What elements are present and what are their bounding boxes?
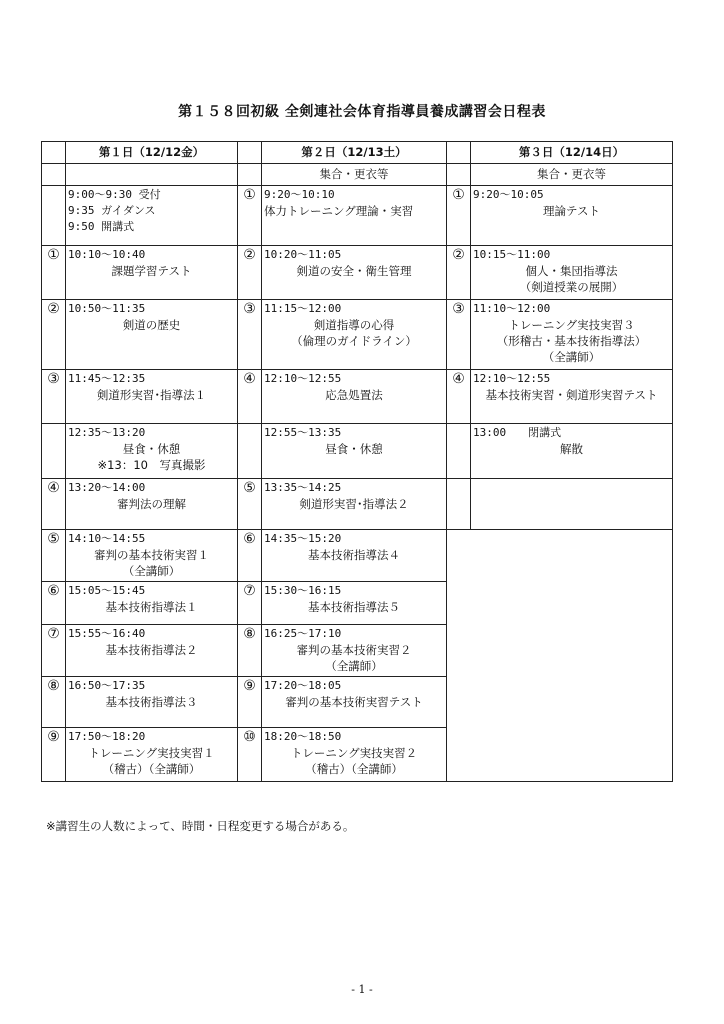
slot-title: 理論テスト — [542, 204, 601, 218]
slot-time: 15:30～16:15 — [264, 584, 342, 597]
table-row — [42, 424, 673, 479]
day2-slot-9 — [262, 677, 447, 728]
day2-slot-5 — [262, 479, 447, 530]
slot-subtitle: （全講師） — [325, 659, 383, 673]
slot-time: 10:50～11:35 — [68, 302, 146, 315]
slot-title: 昼食・休憩 — [325, 442, 383, 456]
slot-number: ⑤ — [42, 530, 66, 582]
day2-lunch — [262, 424, 447, 479]
blank-cell — [447, 424, 471, 479]
slot-number: ② — [447, 246, 471, 300]
slot-number: ② — [238, 246, 262, 300]
blank-cell — [447, 164, 471, 186]
slot-time: 12:10～12:55 — [473, 372, 551, 385]
table-row — [42, 479, 673, 530]
slot-number: ① — [447, 186, 471, 246]
slot-time: 16:25～17:10 — [264, 627, 342, 640]
slot-subtitle: ※13：10 写真撮影 — [97, 458, 206, 472]
day1-slot-5 — [66, 530, 238, 582]
slot-number: ⑦ — [42, 625, 66, 677]
slot-title: 個人・集団指導法 — [525, 264, 618, 278]
table-row — [42, 164, 673, 186]
blank-cell — [66, 164, 238, 186]
day3-slot-4 — [471, 370, 673, 424]
slot-time: 12:10～12:55 — [264, 372, 342, 385]
slot-number: ③ — [42, 370, 66, 424]
slot-title: 剣道の歴史 — [122, 318, 181, 332]
day1-opening — [66, 186, 238, 246]
slot-title: 審判の基本技術実習１ — [94, 548, 209, 562]
day2-slot-1 — [262, 186, 447, 246]
slot-title: 基本技術実習・剣道形実習テスト — [485, 388, 658, 402]
blank-cell — [447, 479, 471, 530]
slot-title: 基本技術指導法１ — [105, 600, 198, 614]
day1-lunch — [66, 424, 238, 479]
slot-time: 10:15～11:00 — [473, 248, 551, 261]
table-header-row — [42, 142, 673, 164]
slot-title: トレーニング実技実習１ — [88, 746, 215, 760]
slot-time: 9:20～10:05 — [473, 188, 544, 201]
day3-closing — [471, 424, 673, 479]
blank-cell — [238, 164, 262, 186]
page-title: 第１５８回初級 全剣連社会体育指導員養成講習会日程表 — [178, 104, 546, 120]
table-row — [42, 186, 673, 246]
opening-line: 9:35 ガイダンス — [68, 204, 156, 217]
slot-subtitle: （形稽古・基本技術指導法） — [496, 334, 647, 348]
empty-area — [447, 530, 673, 782]
day2-slot-10 — [262, 728, 447, 782]
slot-subtitle: （全講師） — [542, 350, 601, 364]
day2-slot-4 — [262, 370, 447, 424]
opening-line: 9:00～9:30 受付 — [68, 188, 161, 201]
day3-slot-3 — [471, 300, 673, 370]
slot-time: 11:10～12:00 — [473, 302, 551, 315]
blank-cell — [238, 424, 262, 479]
slot-subtitle: （稽古）（全講師） — [305, 762, 403, 776]
slot-time: 10:20～11:05 — [264, 248, 342, 261]
day3-slot-2 — [471, 246, 673, 300]
slot-title: 審判の基本技術実習テスト — [285, 695, 423, 709]
slot-time: 13:35～14:25 — [264, 481, 342, 494]
table-row — [42, 246, 673, 300]
footnote: ※講習生の人数によって、時間・日程変更する場合がある。 — [46, 819, 355, 833]
slot-number: ⑥ — [42, 582, 66, 625]
slot-title: 基本技術指導法５ — [308, 600, 400, 614]
day1-slot-9 — [66, 728, 238, 782]
day2-slot-6 — [262, 530, 447, 582]
slot-time: 17:20～18:05 — [264, 679, 342, 692]
day2-slot-2 — [262, 246, 447, 300]
slot-time: 10:10～10:40 — [68, 248, 146, 261]
day3-header: 第３日（12/14日） — [471, 142, 673, 164]
blank-cell — [42, 164, 66, 186]
slot-number: ③ — [238, 300, 262, 370]
slot-title: 審判法の理解 — [117, 497, 186, 511]
slot-time: 12:35～13:20 — [68, 426, 146, 439]
slot-subtitle: （倫理のガイドライン） — [291, 334, 417, 348]
day2-slot-3 — [262, 300, 447, 370]
slot-title: 体力トレーニング理論・実習 — [264, 204, 414, 218]
slot-time: 18:20～18:50 — [264, 730, 342, 743]
day3-gather: 集合・更衣等 — [471, 164, 673, 186]
slot-number: ③ — [447, 300, 471, 370]
slot-time: 13:20～14:00 — [68, 481, 146, 494]
slot-time: 15:05～15:45 — [68, 584, 146, 597]
table-row — [42, 300, 673, 370]
slot-title: 基本技術指導法３ — [105, 695, 198, 709]
blank-cell — [42, 424, 66, 479]
slot-number: ① — [238, 186, 262, 246]
day2-gather: 集合・更衣等 — [262, 164, 447, 186]
slot-number: ⑨ — [42, 728, 66, 782]
day1-slot-8 — [66, 677, 238, 728]
slot-number: ① — [42, 246, 66, 300]
day1-header: 第１日（12/12金） — [66, 142, 238, 164]
slot-number: ⑥ — [238, 530, 262, 582]
day1-slot-4 — [66, 479, 238, 530]
slot-title: 剣道形実習･指導法１ — [96, 388, 207, 402]
blank-cell — [471, 479, 673, 530]
day1-slot-3 — [66, 370, 238, 424]
slot-time: 11:15～12:00 — [264, 302, 342, 315]
slot-time: 16:50～17:35 — [68, 679, 146, 692]
slot-time: 11:45～12:35 — [68, 372, 146, 385]
day1-slot-7 — [66, 625, 238, 677]
slot-title: 審判の基本技術実習２ — [296, 643, 412, 657]
slot-subtitle: （全講師） — [122, 564, 181, 578]
slot-number: ④ — [42, 479, 66, 530]
blank-cell — [42, 142, 66, 164]
day1-slot-6 — [66, 582, 238, 625]
opening-line: 9:50 開講式 — [68, 220, 135, 233]
blank-cell — [42, 186, 66, 246]
day2-slot-7 — [262, 582, 447, 625]
slot-time: 15:55～16:40 — [68, 627, 146, 640]
slot-number: ⑧ — [238, 625, 262, 677]
slot-number: ② — [42, 300, 66, 370]
page-number: - 1 - — [351, 983, 373, 996]
slot-title: 基本技術指導法２ — [105, 643, 198, 657]
table-row — [42, 370, 673, 424]
slot-time: 14:10～14:55 — [68, 532, 146, 545]
slot-title: 剣道指導の心得 — [313, 318, 395, 332]
slot-title: 課題学習テスト — [111, 264, 192, 278]
slot-time: 9:20～10:10 — [264, 188, 335, 201]
slot-number: ⑧ — [42, 677, 66, 728]
slot-time: 13:00 閉講式 — [473, 426, 562, 439]
day2-header: 第２日（12/13土） — [262, 142, 447, 164]
slot-title: 剣道形実習･指導法２ — [299, 497, 409, 511]
slot-title: 昼食・休憩 — [122, 442, 181, 456]
day3-slot-1 — [471, 186, 673, 246]
slot-title: 解散 — [560, 442, 583, 456]
slot-title: トレーニング実技実習２ — [290, 746, 418, 760]
day1-slot-1 — [66, 246, 238, 300]
blank-cell — [447, 142, 471, 164]
day1-slot-2 — [66, 300, 238, 370]
slot-number: ⑤ — [238, 479, 262, 530]
slot-subtitle: （剣道授業の展開） — [519, 280, 624, 294]
slot-time: 12:55～13:35 — [264, 426, 342, 439]
slot-title: トレーニング実技実習３ — [508, 318, 635, 332]
slot-number: ⑦ — [238, 582, 262, 625]
slot-subtitle: （稽古）（全講師） — [102, 762, 201, 776]
day2-slot-8 — [262, 625, 447, 677]
slot-number: ⑨ — [238, 677, 262, 728]
slot-title: 応急処置法 — [325, 388, 383, 402]
blank-cell — [238, 142, 262, 164]
slot-time: 17:50～18:20 — [68, 730, 146, 743]
slot-title: 剣道の安全・衛生管理 — [296, 264, 412, 278]
slot-number: ⑩ — [238, 728, 262, 782]
slot-number: ④ — [447, 370, 471, 424]
schedule-table — [41, 141, 673, 782]
table-row — [42, 530, 673, 582]
slot-number: ④ — [238, 370, 262, 424]
slot-time: 14:35～15:20 — [264, 532, 342, 545]
slot-title: 基本技術指導法４ — [308, 548, 400, 562]
